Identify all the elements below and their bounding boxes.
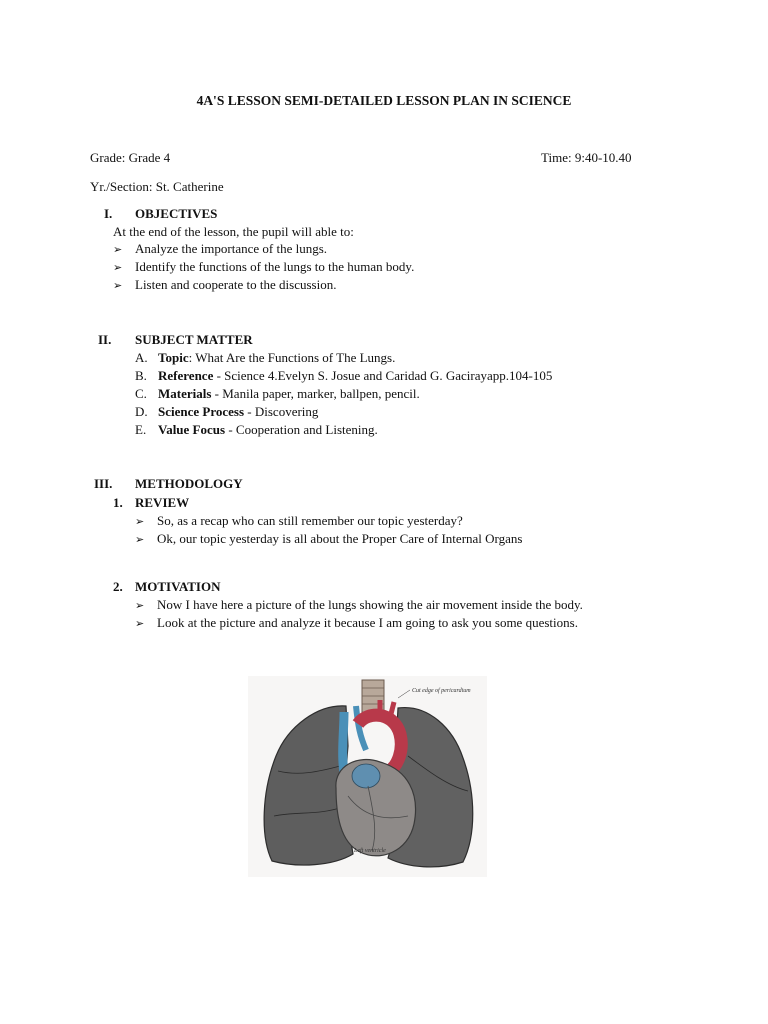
- methodology-heading: METHODOLOGY: [135, 476, 243, 491]
- list-item: B. Reference - Science 4.Evelyn S. Josue and Caridad G. Gacirayapp.104-105: [135, 368, 553, 383]
- arrow-bullet-icon: ➢: [135, 600, 145, 612]
- subject-matter-number: II.: [98, 332, 112, 347]
- list-item: ➢ Identify the functions of the lungs to the human body.: [113, 259, 415, 274]
- arrow-bullet-icon: ➢: [135, 618, 145, 630]
- list-item: ➢ Analyze the importance of the lungs.: [113, 241, 328, 256]
- arrow-bullet-icon: ➢: [113, 280, 123, 292]
- arrow-bullet-icon: ➢: [113, 262, 123, 274]
- figure-label-bottom: Left ventricle: [354, 848, 386, 854]
- time-field: Time: 9:40-10.40: [541, 150, 632, 165]
- lungs-heart-illustration: [248, 676, 487, 877]
- list-item: C. Materials - Manila paper, marker, ballpen, pencil.: [135, 386, 420, 401]
- list-item: D. Science Process - Discovering: [135, 404, 319, 419]
- section-field: Yr./Section: St. Catherine: [90, 179, 224, 194]
- objectives-number: I.: [104, 206, 113, 221]
- arrow-bullet-icon: ➢: [113, 244, 123, 256]
- grade-field: Grade: Grade 4: [90, 150, 171, 165]
- list-item: E. Value Focus - Cooperation and Listening.: [135, 422, 378, 437]
- objectives-heading: OBJECTIVES: [135, 206, 218, 221]
- arrow-bullet-icon: ➢: [135, 534, 145, 546]
- review-number: 1.: [113, 495, 123, 510]
- list-item: ➢ So, as a recap who can still remember our topic yesterday?: [135, 513, 463, 528]
- review-heading: REVIEW: [135, 495, 190, 510]
- list-item: ➢ Listen and cooperate to the discussion.: [113, 277, 337, 292]
- list-item: ➢ Look at the picture and analyze it because I am going to ask you some questions.: [135, 615, 578, 630]
- lungs-heart-svg: [248, 676, 487, 877]
- motivation-number: 2.: [113, 579, 123, 594]
- objectives-intro: At the end of the lesson, the pupil will able to:: [113, 224, 354, 239]
- arrow-bullet-icon: ➢: [135, 516, 145, 528]
- list-item: ➢ Ok, our topic yesterday is all about the Proper Care of Internal Organs: [135, 531, 523, 546]
- methodology-number: III.: [94, 476, 113, 491]
- list-item: ➢ Now I have here a picture of the lungs showing the air movement inside the body.: [135, 597, 583, 612]
- subject-matter-heading: SUBJECT MATTER: [135, 332, 253, 347]
- figure-label-top: Cut edge of pericardium: [412, 688, 471, 694]
- list-item: A. Topic: What Are the Functions of The Lungs.: [135, 350, 396, 365]
- page-title: 4A'S LESSON SEMI-DETAILED LESSON PLAN IN SCIENCE: [196, 93, 572, 108]
- motivation-heading: MOTIVATION: [135, 579, 221, 594]
